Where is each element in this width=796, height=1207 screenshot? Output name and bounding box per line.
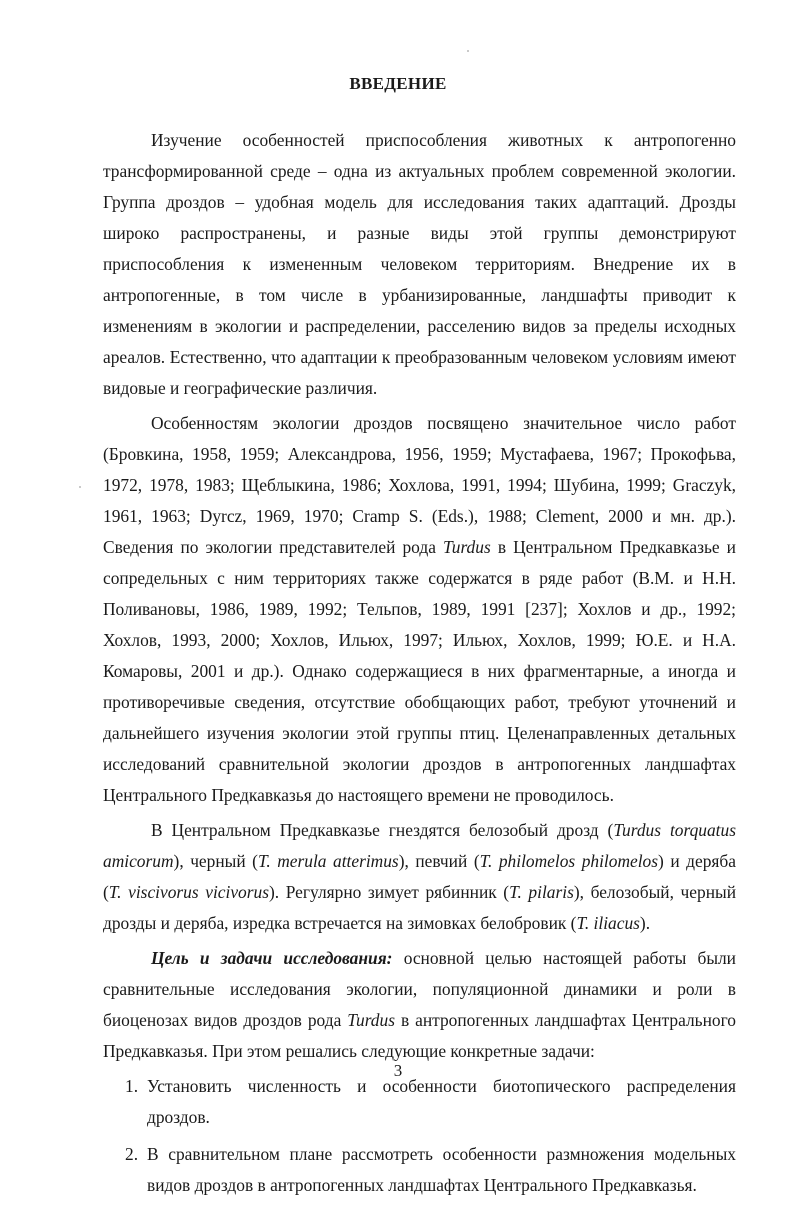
species-name: Turdus torquatus amicorum xyxy=(103,820,736,871)
paragraph-text: В Центральном Предкавказье гнездятся белозобый дрозд ( xyxy=(151,820,614,840)
paragraph-literature xyxy=(103,408,736,811)
genus-name: Turdus xyxy=(347,1010,395,1030)
task-text: В сравнительном плане рассмотреть особенности размножения модельных видов дроздов в антропогенных ландшафтах Центрального Предкавказья. xyxy=(147,1144,736,1195)
aims-label: Цель и задачи исследования: xyxy=(151,948,393,968)
paragraph-intro: Изучение особенностей приспособления животных к антропогенно трансформированной среде – одна из актуальных проблем современной экологии. Группа дроздов – удобная модель для исследования таких адаптаций. Дрозды широко распространены, и разные виды этой группы демонстрируют приспособления к измененным человеком территориям. Внедрение их в антропогенные, в том числе в урбанизированные, ландшафты приводит к изменениям в экологии и распределении, расселению видов за пределы исходных ареалов. Естественно, что адаптации к преобразованным человеком условиям имеют видовые и географические различия. xyxy=(103,130,736,398)
paragraph-text: ). Регулярно зимует рябинник ( xyxy=(268,882,510,902)
task-number: 1. xyxy=(125,1076,139,1096)
species-name: T. pilaris xyxy=(509,882,574,902)
paragraph-aims xyxy=(103,943,736,1067)
task-number: 2. xyxy=(125,1144,139,1164)
paragraph-text: Особенностям экологии дроздов посвящено значительное число работ (Бровкина, 1958, 1959; Александрова, 1956, 1959; Мустафаева, 1967; Прокофьва, 1972, 1978, 1983; Щеблыкина, 1986; Хохлова, 1991, 1994; Шубина, 1999; Graczyk, 1961, 1963; Dyrcz, 1969, 1970; Cramp S. (Eds.), 1988; Clement, 2000 и мн. др.). Сведения по экологии представителей рода xyxy=(103,413,736,557)
paragraph-text: в антропогенных ландшафтах Центрального Предкавказья. При этом решались следующие конкретные задачи: xyxy=(103,1010,736,1061)
paragraph-text: в Центральном Предкавказье и сопредельных с ним территориях также содержатся в ряде работ (В.М. и Н.Н. Поливановы, 1986, 1989, 1992; Тельпов, 1989, 1991 [237]; Хохлов и др., 1992; Хохлов, 1993, 2000; Хохлов, Ильюх, 1997; Ильюх, Хохлов, 1999; Ю.Е. и Н.А. Комаровы, 2001 и др.). Однако содержащиеся в них фрагментарные, а иногда и противоречивые сведения, отсутствие обобщающих работ, требуют уточнений и дальнейшего изучения экологии этой группы птиц. Целенаправленных детальных исследований сравнительной экологии дроздов в антропогенных ландшафтах Центрального Предкавказья до настоящего времени не проводилось. xyxy=(103,537,736,805)
page-title: ВВЕДЕНИЕ xyxy=(349,74,447,93)
paragraph-text: основной целью настоящей работы были сравнительные исследования экологии, популяционной динамики и роли в биоценозах видов дроздов рода xyxy=(103,948,736,1030)
paragraph-species xyxy=(103,815,736,939)
task-text: Установить численность и особенности биотопического распределения дроздов. xyxy=(147,1076,736,1127)
tasks-list xyxy=(103,1071,736,1201)
species-name: T. merula atterimus xyxy=(257,851,399,871)
paragraph-text: ), черный ( xyxy=(173,851,258,871)
paragraph-text: ). xyxy=(639,913,651,933)
paragraph-text: ), певчий ( xyxy=(398,851,480,871)
paragraph-text: ), белозобый, черный дрозды и деряба, изредка встречается на зимовках белобровик ( xyxy=(103,882,736,933)
scan-speck xyxy=(79,486,81,488)
task-item xyxy=(103,1139,736,1201)
paragraph-text: ) и деряба ( xyxy=(103,851,736,902)
species-name: T. iliacus xyxy=(576,913,640,933)
species-name: T. philomelos philomelos xyxy=(479,851,659,871)
page-number: 3 xyxy=(393,1061,403,1080)
species-name: T. viscivorus vicivorus xyxy=(108,882,269,902)
scan-speck xyxy=(467,50,469,52)
genus-name: Turdus xyxy=(443,537,491,557)
document-body xyxy=(103,125,736,1207)
